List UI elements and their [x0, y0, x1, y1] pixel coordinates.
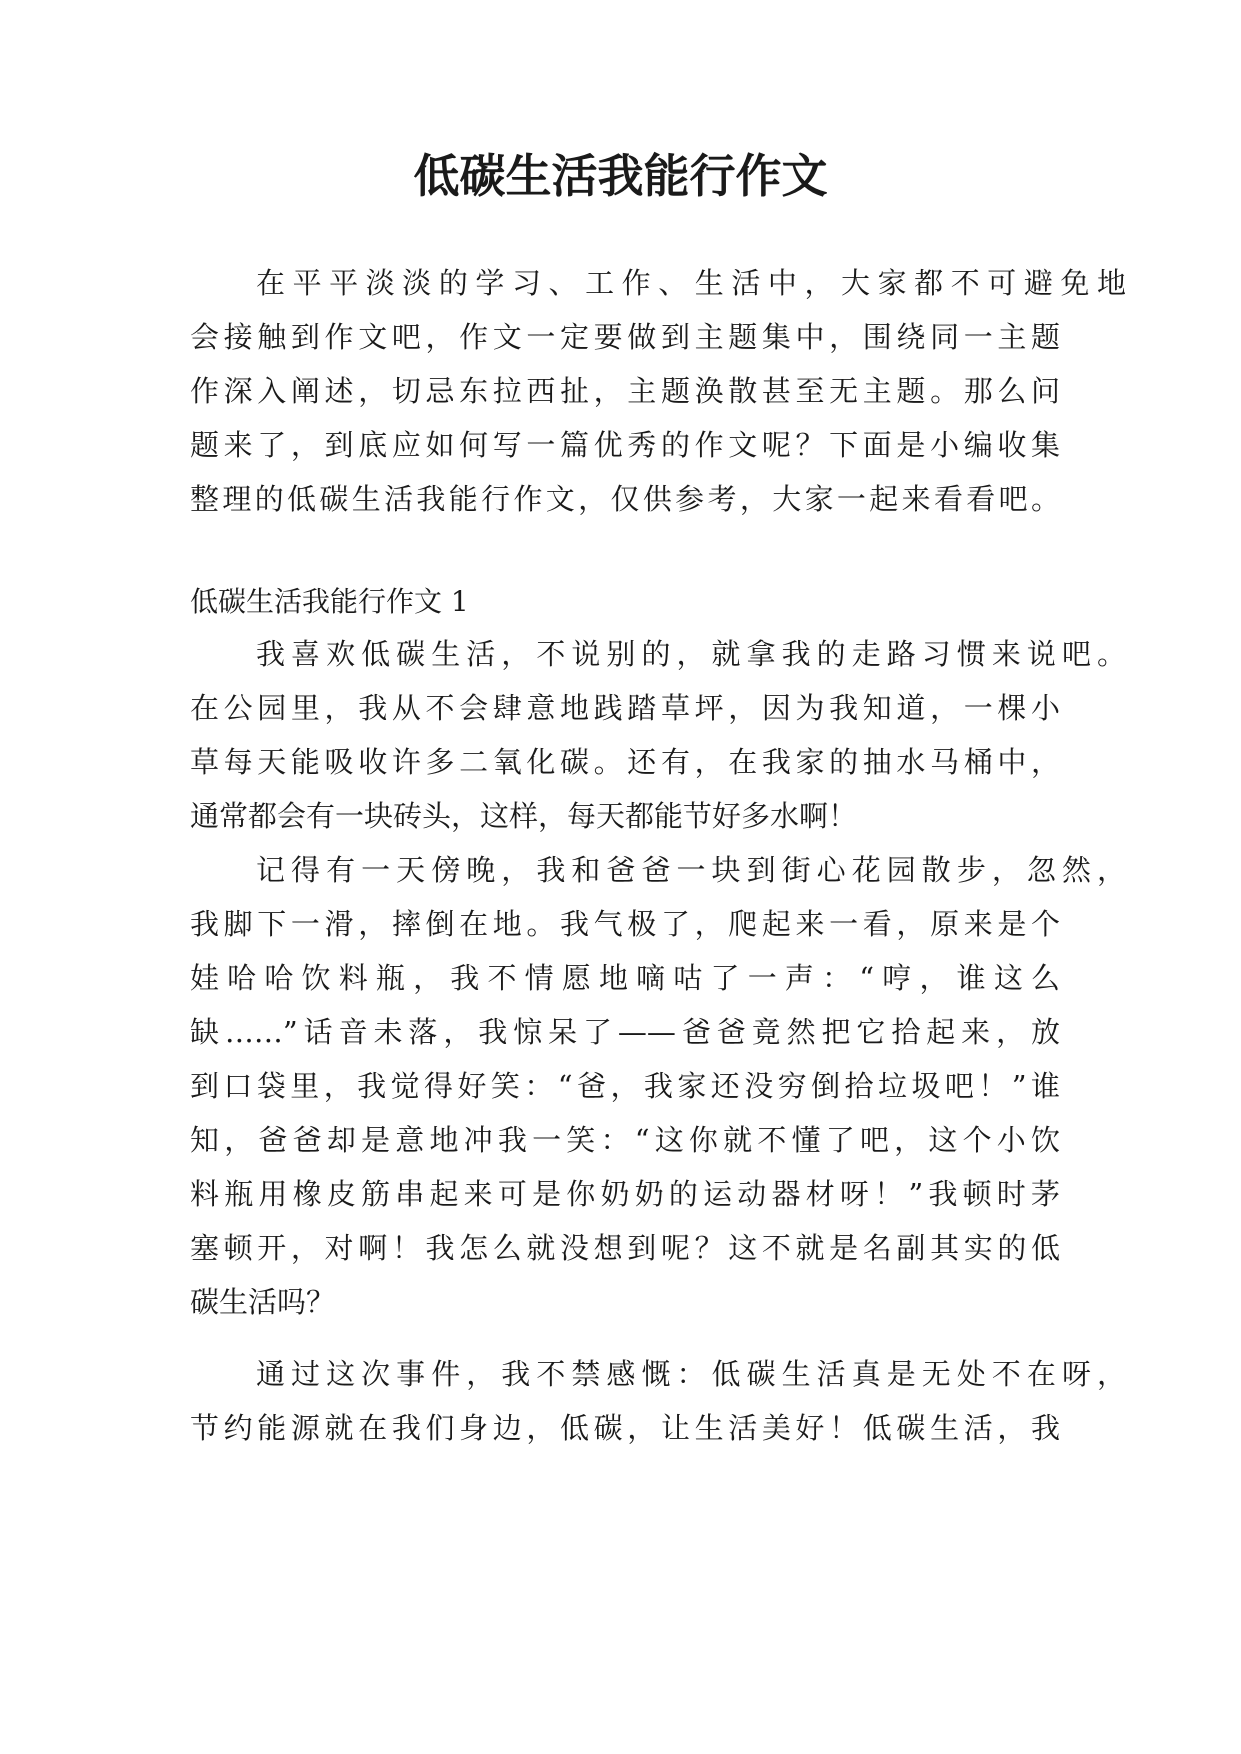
para1-line: 在公园里，我从不会肆意地践踏草坪，因为我知道，一棵小 [190, 691, 1060, 725]
para3-line: 节约能源就在我们身边，低碳，让生活美好！低碳生活，我 [190, 1411, 1060, 1445]
para2-line: 娃哈哈饮料瓶，我不情愿地嘀咕了一声：“哼，谁这么 [190, 961, 1060, 995]
intro-line: 会接触到作文吧，作文一定要做到主题集中，围绕同一主题 [190, 320, 1060, 354]
para1-line: 草每天能吸收许多二氧化碳。还有，在我家的抽水马桶中， [190, 745, 1060, 779]
para3-line: 通过这次事件，我不禁感慨：低碳生活真是无处不在呀， [256, 1357, 1126, 1391]
para1-line: 通常都会有一块砖头，这样，每天都能节好多水啊！ [190, 799, 858, 833]
para2-line: 知，爸爸却是意地冲我一笑：“这你就不懂了吧，这个小饮 [190, 1123, 1060, 1157]
para2-line: 到口袋里，我觉得好笑：“爸，我家还没穷倒拾垃圾吧！”谁 [190, 1069, 1060, 1103]
document-title: 低碳生活我能行作文 [413, 149, 828, 203]
para2-line: 缺……”话音未落，我惊呆了——爸爸竟然把它拾起来，放 [190, 1015, 1060, 1049]
para2-line: 料瓶用橡皮筋串起来可是你奶奶的运动器材呀！”我顿时茅 [190, 1177, 1060, 1211]
para2-line: 塞顿开，对啊！我怎么就没想到呢？这不就是名副其实的低 [190, 1231, 1060, 1265]
para2-line: 记得有一天傍晚，我和爸爸一块到街心花园散步，忽然， [256, 853, 1126, 887]
intro-line: 在平平淡淡的学习、工作、生活中，大家都不可避免地 [256, 266, 1126, 300]
para2-line: 碳生活吗？ [190, 1285, 336, 1319]
intro-line: 整理的低碳生活我能行作文，仅供参考，大家一起来看看吧。 [190, 482, 1060, 516]
para2-line: 我脚下一滑，摔倒在地。我气极了，爬起来一看，原来是个 [190, 907, 1060, 941]
section-heading: 低碳生活我能行作文 1 [190, 585, 469, 618]
para1-line: 我喜欢低碳生活，不说别的，就拿我的走路习惯来说吧。 [256, 637, 1126, 671]
intro-line: 作深入阐述，切忌东拉西扯，主题涣散甚至无主题。那么问 [190, 374, 1060, 408]
intro-line: 题来了，到底应如何写一篇优秀的作文呢？下面是小编收集 [190, 428, 1060, 462]
